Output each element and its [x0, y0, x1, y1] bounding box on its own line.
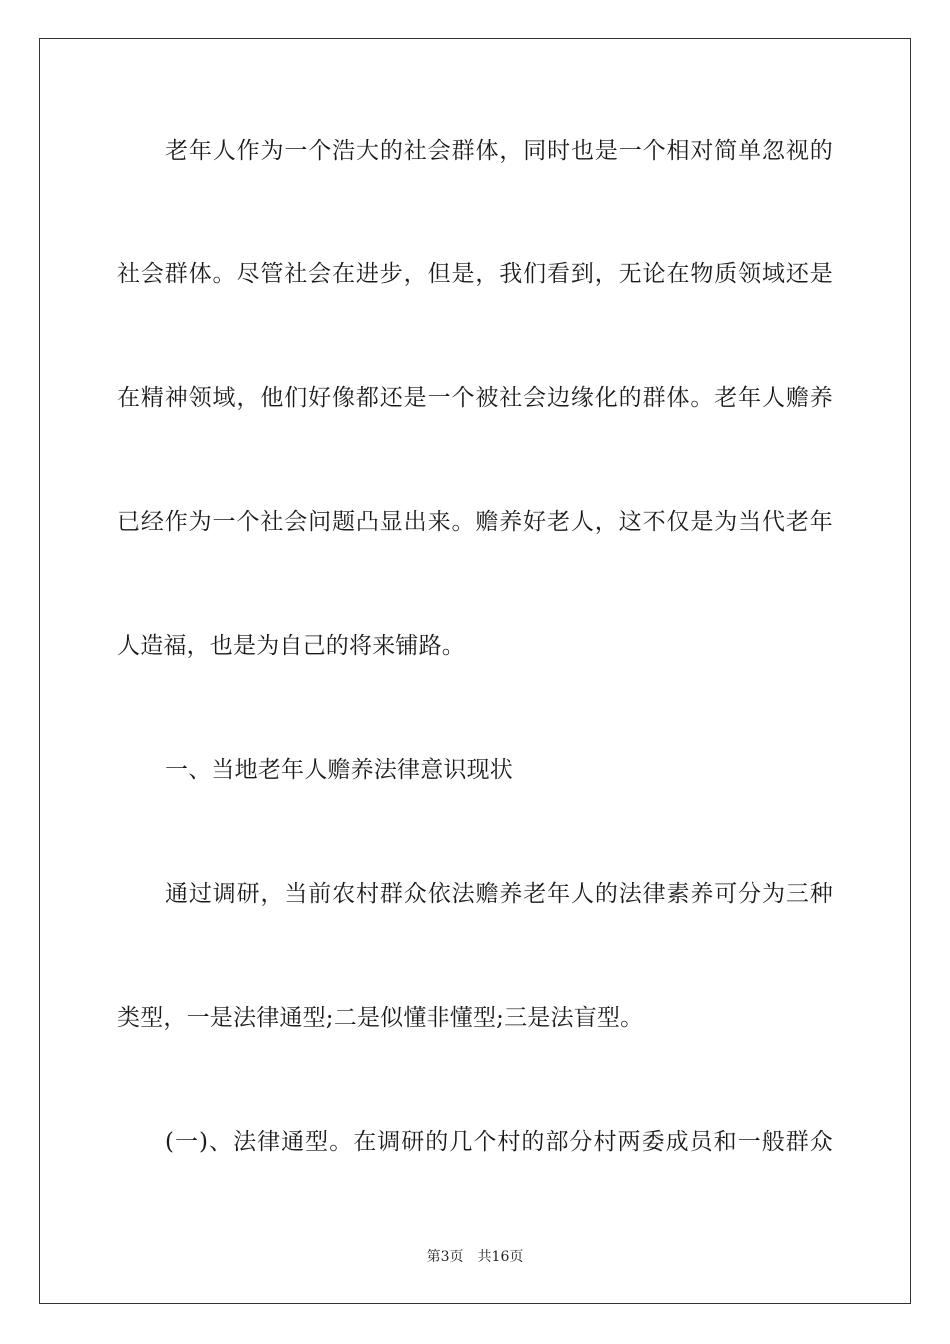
paragraph-1-line-2: 社会群体。尽管社会在进步，但是，我们看到，无论在物质领域还是 [117, 261, 833, 287]
page-total: 共16页 [477, 1249, 524, 1265]
paragraph-1-line-3: 在精神领域，他们好像都还是一个被社会边缘化的群体。老年人赡养 [117, 385, 833, 411]
paragraph-1-line-1: 老年人作为一个浩大的社会群体，同时也是一个相对简单忽视的 [165, 138, 833, 164]
section-heading: 一、当地老年人赡养法律意识现状 [165, 757, 513, 783]
paragraph-1-line-4: 已经作为一个社会问题凸显出来。赡养好老人，这不仅是为当代老年 [117, 509, 833, 535]
paragraph-2-line-1: 通过调研，当前农村群众依法赡养老年人的法律素养可分为三种 [165, 881, 833, 907]
page-footer [0, 1248, 950, 1266]
page-number: 第3页 [426, 1249, 464, 1265]
paragraph-2-line-2: 类型，一是法律通型;二是似懂非懂型;三是法盲型。 [117, 1005, 644, 1031]
paragraph-1-line-5: 人造福，也是为自己的将来铺路。 [117, 633, 465, 659]
paragraph-3-line-1: (一)、法律通型。在调研的几个村的部分村两委成员和一般群众 [165, 1129, 833, 1155]
page-border [39, 38, 911, 1304]
